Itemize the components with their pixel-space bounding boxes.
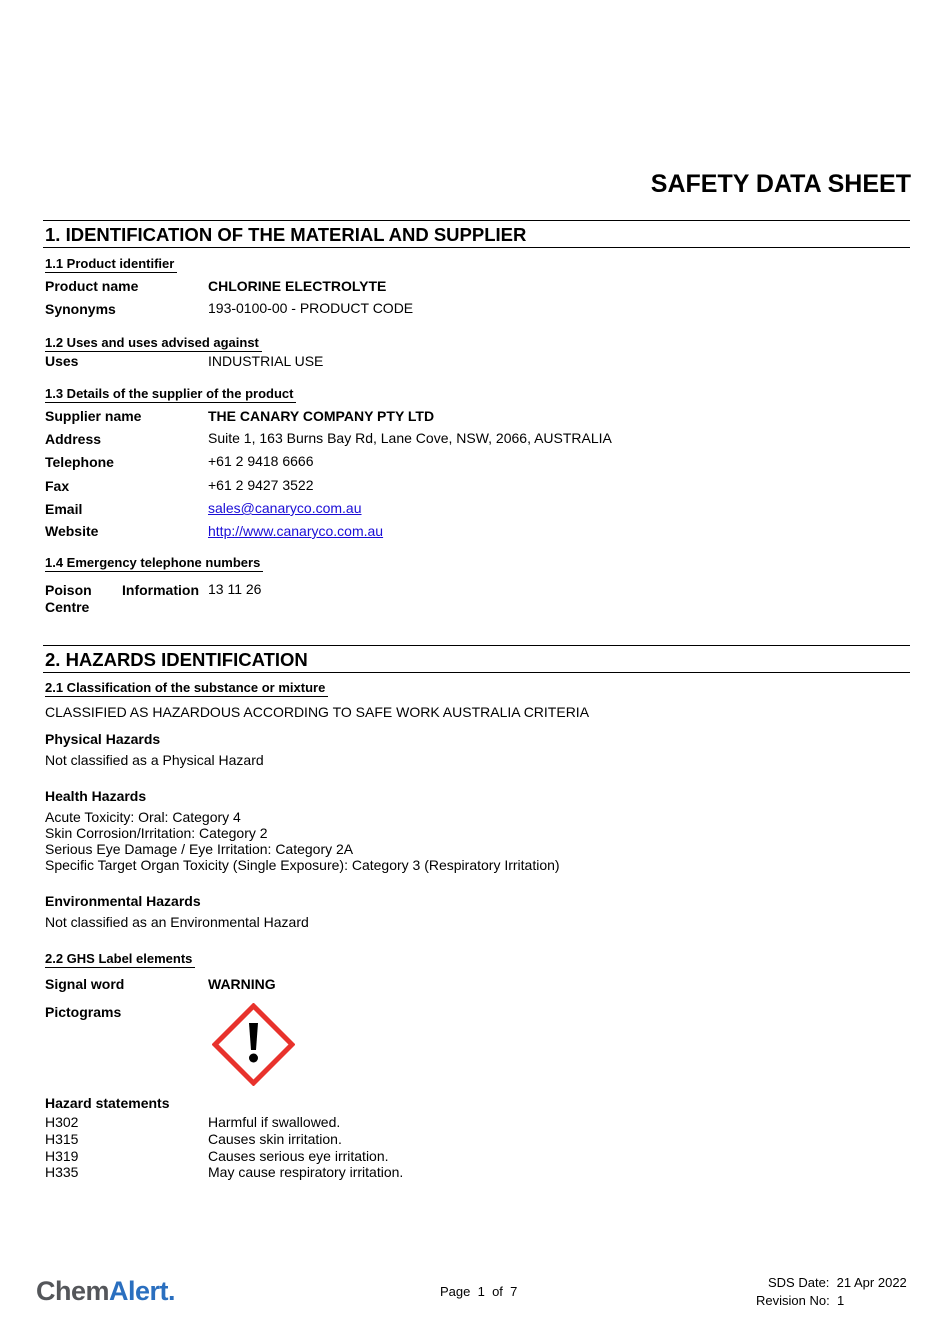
subsection-1-3-heading: 1.3 Details of the supplier of the product	[45, 386, 296, 403]
sds-date	[768, 1275, 907, 1290]
physical-hazards-label: Physical Hazards	[45, 731, 161, 747]
website-label: Website	[45, 523, 99, 539]
environmental-hazards-value: Not classified as an Environmental Hazard	[45, 914, 309, 930]
address-label: Address	[45, 431, 102, 447]
section-1-heading: 1. IDENTIFICATION OF THE MATERIAL AND SUPPLIER	[45, 224, 527, 245]
environmental-hazards-label: Environmental Hazards	[45, 893, 201, 909]
page-total: 7	[510, 1284, 518, 1299]
hazard-text: May cause respiratory irritation.	[208, 1164, 404, 1180]
supplier-name-label: Supplier name	[45, 408, 142, 424]
section-1-top-rule	[43, 220, 910, 221]
website-link[interactable]: http://www.canaryco.com.au	[208, 523, 384, 539]
hazard-code: H302	[45, 1114, 79, 1130]
hazard-statement-row	[45, 1131, 342, 1148]
subsection-1-1-heading: 1.1 Product identifier	[45, 256, 177, 273]
health-hazards-list: Acute Toxicity: Oral: Category 4 Skin Corrosion/Irritation: Category 2 Serious Eye Damage / Eye Irritation: Category 2A Specific Target Organ Toxicity (Single Exposure): Category 3 (Respiratory Irritation)	[45, 809, 560, 873]
hazard-statements-label: Hazard statements	[45, 1095, 170, 1111]
hazard-statement-row	[45, 1114, 340, 1131]
sds-date-label: SDS Date:	[768, 1275, 830, 1290]
supplier-name-value: THE CANARY COMPANY PTY LTD	[208, 408, 435, 424]
subsection-1-4-heading: 1.4 Emergency telephone numbers	[45, 555, 263, 572]
section-2-top-rule	[43, 645, 910, 646]
hazard-code: H335	[45, 1164, 79, 1180]
page-number: 1	[477, 1284, 485, 1299]
fax-value: +61 2 9427 3522	[208, 477, 314, 493]
product-name-label: Product name	[45, 278, 139, 294]
revision-label: Revision No:	[756, 1293, 830, 1308]
logo-text-dot: .	[168, 1276, 176, 1306]
synonyms-value: 193-0100-00 - PRODUCT CODE	[208, 300, 414, 316]
poison-label-word-3: Centre	[45, 599, 90, 615]
logo-text-alert: Alert	[109, 1276, 169, 1306]
email-label: Email	[45, 501, 83, 517]
physical-hazards-value: Not classified as a Physical Hazard	[45, 752, 264, 768]
signal-word-label: Signal word	[45, 976, 125, 992]
revision-value: 1	[836, 1293, 845, 1308]
hazard-text: Causes serious eye irritation.	[208, 1148, 389, 1164]
page-indicator	[440, 1284, 517, 1299]
classification-statement: CLASSIFIED AS HAZARDOUS ACCORDING TO SAFE WORK AUSTRALIA CRITERIA	[45, 704, 590, 720]
address-value: Suite 1, 163 Burns Bay Rd, Lane Cove, NSW, 2066, AUSTRALIA	[208, 430, 612, 446]
chemalert-logo	[36, 1276, 175, 1307]
hazard-statement-row	[45, 1164, 403, 1181]
subsection-2-1-heading: 2.1 Classification of the substance or mixture	[45, 680, 328, 697]
email-link[interactable]: sales@canaryco.com.au	[208, 500, 362, 516]
poison-label-word-1: Poison	[45, 582, 92, 598]
hazard-statement-row	[45, 1148, 389, 1165]
exclamation-mark-diamond-icon	[212, 1003, 295, 1086]
poison-label-word-2: Information	[122, 582, 199, 598]
uses-label: Uses	[45, 353, 79, 369]
hazard-code: H319	[45, 1148, 79, 1164]
poison-centre-number: 13 11 26	[208, 581, 262, 597]
page-of-label: of	[492, 1284, 503, 1299]
health-hazards-label: Health Hazards	[45, 788, 147, 804]
product-name-value: CHLORINE ELECTROLYTE	[208, 278, 387, 294]
document-title: SAFETY DATA SHEET	[650, 170, 911, 198]
signal-word-value: WARNING	[208, 976, 276, 992]
logo-text-chem: Chem	[36, 1276, 110, 1306]
hazard-text: Causes skin irritation.	[208, 1131, 342, 1147]
telephone-label: Telephone	[45, 454, 114, 470]
hazard-text: Harmful if swallowed.	[208, 1114, 341, 1130]
pictograms-label: Pictograms	[45, 1004, 122, 1020]
subsection-1-2-heading: 1.2 Uses and uses advised against	[45, 335, 262, 352]
section-1-bottom-rule	[43, 247, 910, 248]
telephone-value: +61 2 9418 6666	[208, 453, 314, 469]
uses-value: INDUSTRIAL USE	[208, 353, 324, 369]
revision-number	[756, 1293, 844, 1308]
section-2-bottom-rule	[43, 672, 910, 673]
section-2-heading: 2. HAZARDS IDENTIFICATION	[45, 649, 308, 670]
sds-date-value: 21 Apr 2022	[836, 1275, 907, 1290]
synonyms-label: Synonyms	[45, 301, 116, 317]
subsection-2-2-heading: 2.2 GHS Label elements	[45, 951, 195, 968]
hazard-code: H315	[45, 1131, 79, 1147]
fax-label: Fax	[45, 478, 70, 494]
page-label: Page	[440, 1284, 471, 1299]
